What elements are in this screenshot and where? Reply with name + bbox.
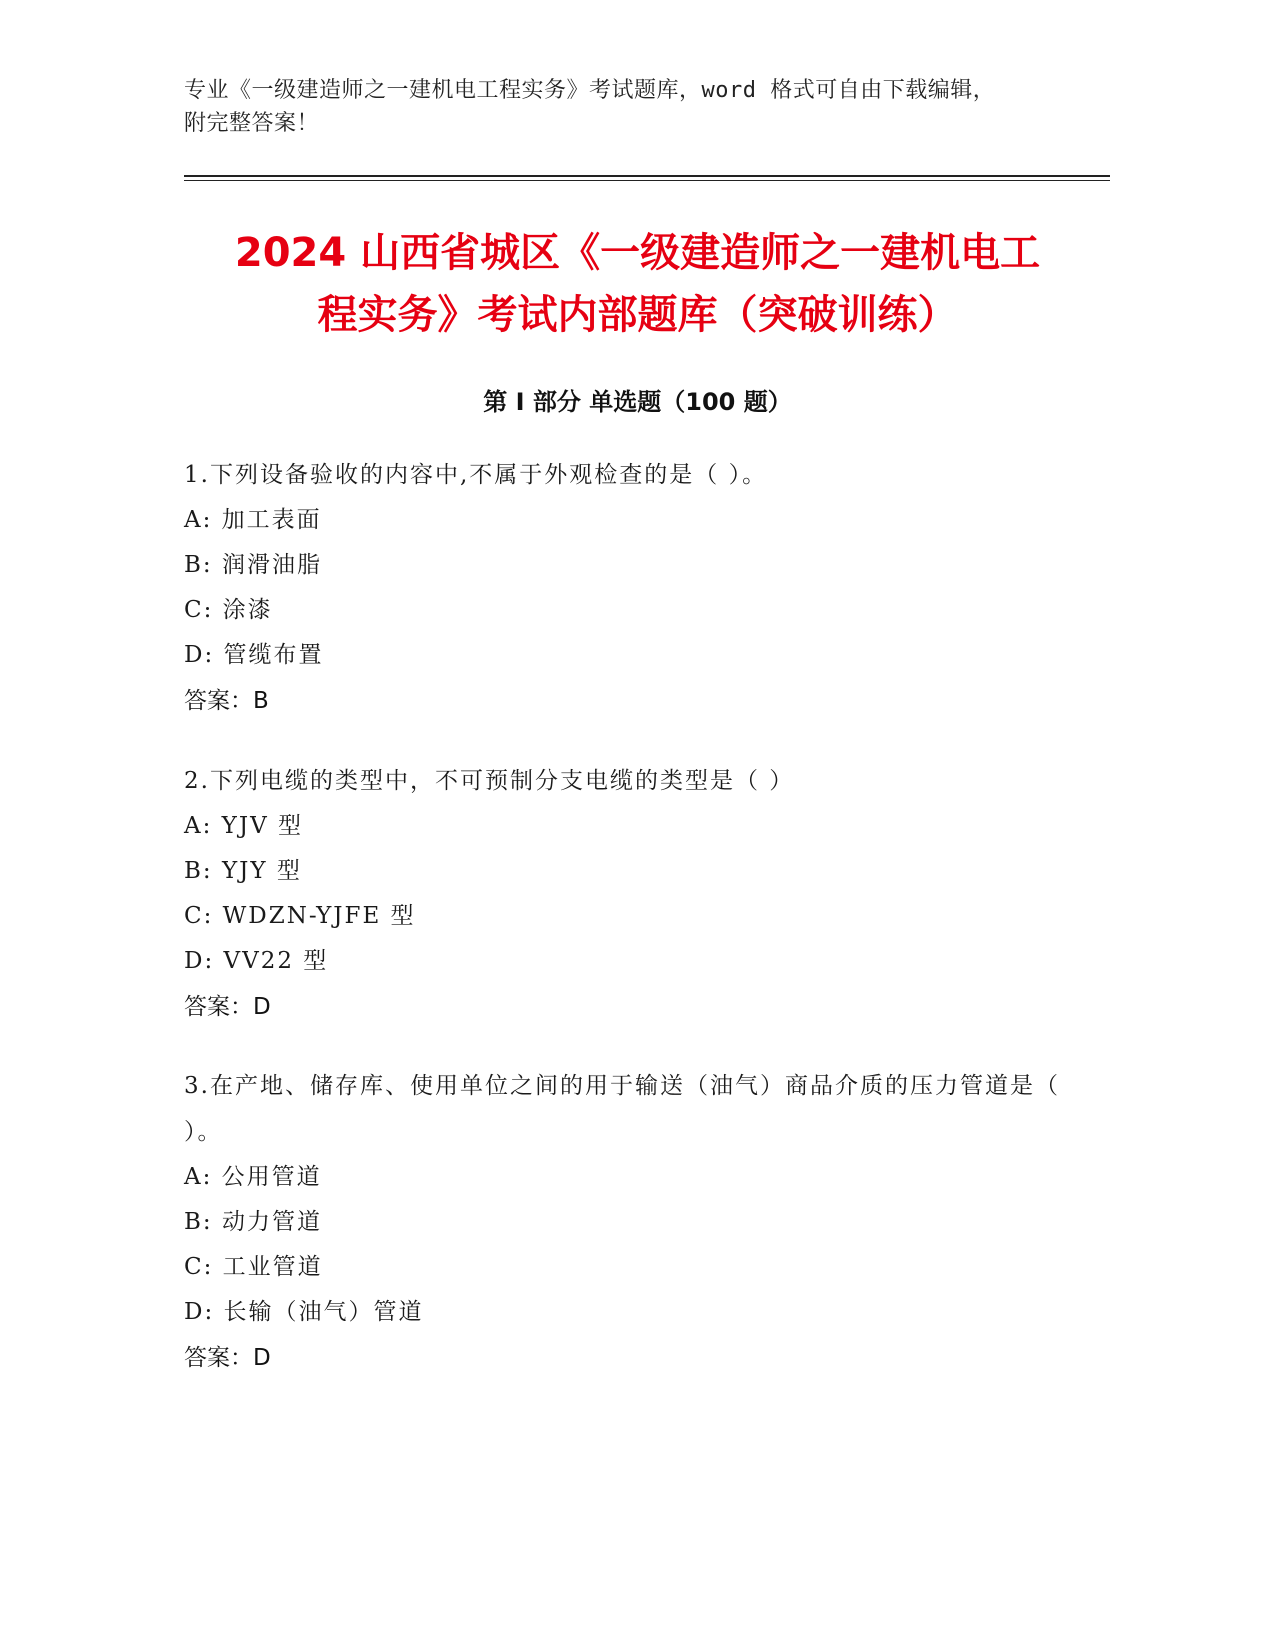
section-heading: 第 I 部分 单选题（100 题） — [483, 388, 792, 416]
option-c: C: WDZN-YJFE 型 — [184, 903, 416, 929]
header-rule-thin — [184, 180, 1110, 181]
option-a: A: 加工表面 — [184, 507, 322, 533]
header-note-line-2: 附完整答案！ — [184, 111, 320, 136]
answer: 答案：D — [184, 994, 271, 1020]
option-d: D: 长输（油气）管道 — [184, 1299, 424, 1325]
answer: 答案：D — [184, 1345, 271, 1371]
option-c: C: 工业管道 — [184, 1254, 323, 1280]
option-b: B: YJY 型 — [184, 858, 302, 884]
option-c: C: 涂漆 — [184, 597, 273, 623]
header-rule-thick — [184, 175, 1110, 177]
question-stem: 1.下列设备验收的内容中,不属于外观检查的是（ ）。 — [184, 462, 768, 488]
document-title-line-2: 程实务》考试内部题库（突破训练） — [317, 292, 958, 338]
option-a: A: 公用管道 — [184, 1164, 322, 1190]
question-1 — [184, 452, 1064, 724]
answer: 答案：B — [184, 688, 269, 714]
option-a: A: YJV 型 — [184, 813, 303, 839]
option-b: B: 润滑油脂 — [184, 552, 322, 578]
option-d: D: 管缆布置 — [184, 642, 324, 668]
question-stem: 2.下列电缆的类型中，不可预制分支电缆的类型是（ ） — [184, 768, 795, 794]
option-b: B: 动力管道 — [184, 1209, 322, 1235]
question-stem: 3.在产地、储存库、使用单位之间的用于输送（油气）商品介质的压力管道是（ ）。 — [184, 1073, 1060, 1145]
header-note — [184, 74, 1064, 140]
question-3 — [184, 1063, 1064, 1381]
question-2 — [184, 758, 1064, 1030]
header-note-line-1: 专业《一级建造师之一建机电工程实务》考试题库，word 格式可自由下载编辑， — [184, 78, 996, 103]
document-title — [150, 222, 1125, 346]
document-title-line-1: 2024 山西省城区《一级建造师之一建机电工 — [234, 230, 1041, 276]
option-d: D: VV22 型 — [184, 948, 329, 974]
